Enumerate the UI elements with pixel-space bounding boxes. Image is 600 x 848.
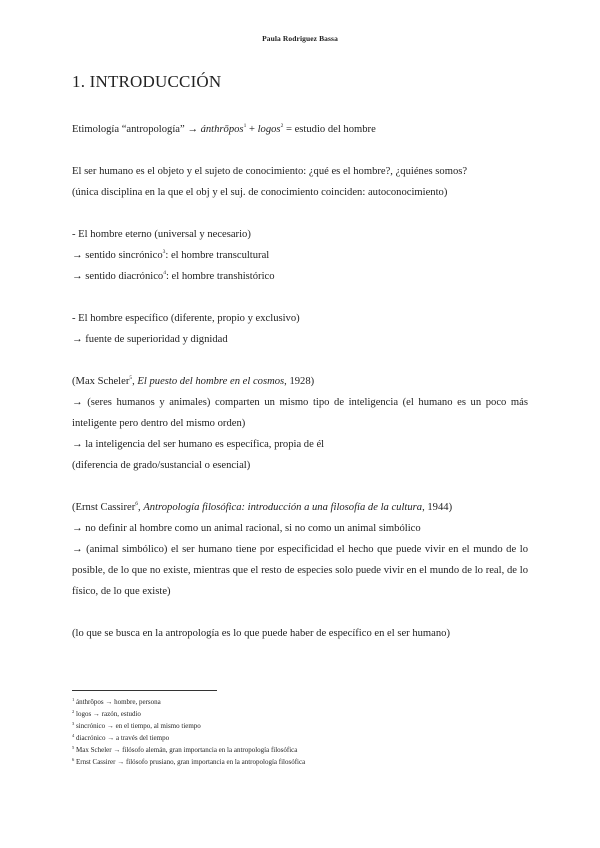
specific-heading: - El hombre específico (diferente, propio y exclusivo) xyxy=(72,313,300,324)
footnote-mark: 2 xyxy=(72,709,75,714)
footnote-mark: 3 xyxy=(72,721,75,726)
footnote-text: diacrónico → a través del tiempo xyxy=(74,734,170,742)
eternal-heading: - El hombre eterno (universal y necesario) xyxy=(72,229,251,240)
specific-line: → fuente de superioridad y dignidad xyxy=(72,334,228,345)
footnote-mark: 1 xyxy=(72,697,75,702)
footnote-6 xyxy=(72,756,528,768)
cassirer-citation xyxy=(72,497,528,518)
cassirer-work: Antropología filosófica: introducción a una filosofía de la cultura xyxy=(143,502,423,513)
scheler-author: (Max Scheler xyxy=(72,376,130,387)
footnotes xyxy=(72,690,528,768)
footnote-mark: 4 xyxy=(72,733,75,738)
footnote-text: Ernst Cassirer → filósofo prusiano, gran importancia en la antropología filosófica xyxy=(74,758,306,766)
footnote-text: ánthrōpos → hombre, persona xyxy=(74,698,161,706)
intro-line-2: (única disciplina en la que el obj y el suj. de conocimiento coinciden: autoconocimiento) xyxy=(72,187,448,198)
footnote-text: Max Scheler → filósofo alemán, gran importancia en la antropología filosófica xyxy=(74,746,298,754)
eternal-diachronic xyxy=(72,266,528,287)
footnote-ref-1[interactable]: 1 xyxy=(243,123,247,129)
document-body xyxy=(72,119,528,644)
footnote-5 xyxy=(72,744,528,756)
scheler-line-2: → (seres humanos y animales) comparten un mismo tipo de inteligencia (el humano es un poco más inteligente pero dentro del mismo orden) xyxy=(72,397,528,429)
footnote-divider xyxy=(72,690,217,691)
closing-note: (lo que se busca en la antropología es lo que puede haber de específico en el ser humano) xyxy=(72,628,450,639)
scheler-year: , 1928) xyxy=(284,376,315,387)
diachronic-text: → sentido diacrónico xyxy=(72,271,164,282)
footnote-4 xyxy=(72,732,528,744)
page-title: 1. INTRODUCCIÓN xyxy=(72,72,222,91)
etymology-plus: + xyxy=(246,124,258,135)
footnote-ref-6[interactable]: 6 xyxy=(135,501,139,507)
synchronic-rest: : el hombre transcultural xyxy=(165,250,270,261)
synchronic-text: → sentido sincrónico xyxy=(72,250,163,261)
scheler-line-3: → la inteligencia del ser humano es específica, propia de él xyxy=(72,439,325,450)
footnote-1 xyxy=(72,696,528,708)
term-logos: logos xyxy=(257,124,281,135)
scheler-line-4: (diferencia de grado/sustancial o esencial) xyxy=(72,460,251,471)
cassirer-sep: , xyxy=(138,502,144,513)
footnote-ref-4[interactable]: 4 xyxy=(163,270,166,276)
cassirer-author: (Ernst Cassirer xyxy=(72,502,136,513)
footnote-2 xyxy=(72,708,528,720)
etymology-label: Etimología “antropología” → xyxy=(72,124,201,135)
etymology-line xyxy=(72,119,528,140)
footnote-text: sincrónico → en el tiempo, al mismo tiempo xyxy=(74,722,201,730)
footnote-ref-2[interactable]: 2 xyxy=(280,123,284,129)
etymology-rest: = estudio del hombre xyxy=(283,124,376,135)
scheler-work: El puesto del hombre en el cosmos xyxy=(137,376,285,387)
cassirer-year: , 1944) xyxy=(422,502,453,513)
term-anthropos: ánthrōpos xyxy=(200,124,244,135)
footnote-ref-3[interactable]: 3 xyxy=(162,249,166,255)
footnote-3 xyxy=(72,720,528,732)
footnote-mark: 6 xyxy=(72,757,75,762)
footnote-text: logos → razón, estudio xyxy=(74,710,141,718)
diachronic-rest: : el hombre transhistórico xyxy=(165,271,275,282)
footnote-ref-5[interactable]: 5 xyxy=(129,375,133,381)
intro-line-1: El ser humano es el objeto y el sujeto de conocimiento: ¿qué es el hombre?, ¿quiénes somos? xyxy=(72,166,468,177)
scheler-citation xyxy=(72,371,528,392)
scheler-sep: , xyxy=(132,376,138,387)
eternal-synchronic xyxy=(72,245,528,266)
cassirer-line-2: → no definir al hombre como un animal racional, si no como un animal simbólico xyxy=(72,523,421,534)
footnote-mark: 5 xyxy=(72,745,75,750)
cassirer-line-3: → (animal simbólico) el ser humano tiene por especificidad el hecho que puede vivir en el mundo de lo posible, de lo que no existe, mientras que el resto de especies solo puede vivir en el mundo de lo real, de lo físico, de lo que existe) xyxy=(72,544,528,597)
page-header-author: Paula Rodriguez Bassa xyxy=(262,34,338,43)
